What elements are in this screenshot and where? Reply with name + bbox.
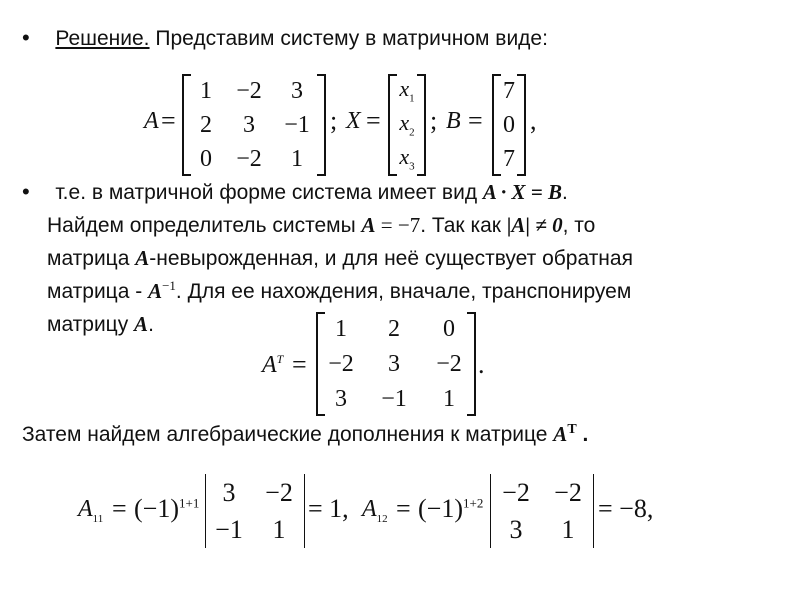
det-a12-cell: 1 [561, 514, 575, 544]
matrix-a-cell: 3 [291, 78, 303, 104]
det-a11-cell: 3 [222, 477, 236, 507]
text: Затем найдем алгебраические дополнения к матрице [22, 423, 554, 446]
matrix-a-cell: −1 [284, 112, 310, 138]
solution-line [22, 22, 548, 55]
paragraph-line-2 [22, 209, 633, 242]
inverse-symbol: A [148, 279, 163, 303]
cofactor-a12-exponent: 1+2 [462, 495, 484, 511]
transpose-superscript: T [276, 352, 284, 366]
matrix-a-cell: 2 [200, 112, 212, 138]
text: . [576, 423, 589, 446]
det-a11-cell: −1 [215, 514, 243, 544]
text: матрица [47, 247, 136, 270]
matrix-x-separator: ; [430, 106, 438, 135]
transpose-cell: −1 [381, 385, 407, 412]
text: . Для ее нахождения, вначале, транспонируем [175, 280, 632, 303]
matrix-equation: A · X = B [482, 180, 562, 204]
transpose-cell: 3 [388, 350, 400, 377]
bullet-2: • [22, 179, 30, 204]
matrix-x-cell: $x_2$ [399, 109, 415, 139]
transpose-ref-superscript: T [567, 422, 577, 437]
det-a12-right-bar [593, 474, 594, 548]
paragraph-line-3 [22, 242, 633, 275]
matrix-b-separator: , [530, 106, 537, 135]
text: . [148, 313, 154, 336]
text: , то [562, 214, 596, 237]
matrix-symbol: A [134, 312, 149, 336]
matrix-b-cell: 7 [503, 146, 515, 172]
cofactor-a11-equals: = [112, 494, 127, 523]
det-a12-cell: 3 [509, 514, 523, 544]
matrix-a-left-bracket [182, 74, 191, 176]
text: Найдем определитель системы [47, 214, 362, 237]
matrix-b [492, 74, 526, 176]
transpose-cell: −2 [328, 350, 354, 377]
matrix-a-label: A [144, 108, 159, 134]
matrix-x-label: X [346, 108, 361, 134]
bullet-1: • [22, 25, 30, 50]
cofactor-a12-determinant [490, 474, 594, 548]
matrix-b-label: B [446, 108, 461, 134]
transpose-cell: 3 [335, 385, 347, 412]
text: . Так как [420, 214, 507, 237]
det-a12-left-bar [490, 474, 491, 548]
matrix-a-cell: 3 [243, 112, 255, 138]
cofactor-a12-sign: $(-1)^{1+2}$ [418, 494, 484, 523]
transpose-cell: 2 [388, 316, 400, 343]
cofactor-a11-subscript: 11 [92, 512, 104, 525]
solution-heading: Решение. [55, 27, 150, 50]
cofactor-a12-result: = −8, [598, 494, 654, 523]
matrix-a-transpose [316, 312, 476, 416]
matrix-a [182, 74, 326, 176]
det-a12-cell: −2 [554, 477, 582, 507]
matrix-x-cell: $x_3$ [399, 143, 415, 173]
matrix-a-cell: 1 [200, 78, 212, 104]
matrix-b-left-bracket [492, 74, 501, 176]
det-a11-right-bar [304, 474, 305, 548]
transpose-left-bracket [316, 312, 325, 416]
matrix-a-right-bracket [317, 74, 326, 176]
cofactor-a11-exponent: 1+1 [178, 495, 200, 511]
transpose-right-bracket [467, 312, 476, 416]
det-a11-cell: −2 [265, 477, 293, 507]
matrix-a-cell: −2 [236, 146, 262, 172]
matrix-x-cell: $x_1$ [399, 75, 415, 105]
transpose-label: $A^T$ [262, 352, 284, 378]
transpose-end-period: . [478, 350, 485, 379]
det-condition: |A| ≠ 0 [506, 213, 563, 237]
matrix-x-right-bracket [417, 74, 426, 176]
det-a11-cell: 1 [272, 514, 286, 544]
matrix-a-separator: ; [330, 106, 338, 135]
cofactor-intro-line [22, 418, 588, 451]
matrix-b-right-bracket [517, 74, 526, 176]
matrix-x-left-bracket [388, 74, 397, 176]
cofactor-a12-equals: = [396, 494, 411, 523]
text: -невырожденная, и для неё существует обратная [149, 247, 633, 270]
text: матрицу [47, 313, 135, 336]
cofactor-a12-label: $A_{12}$ [362, 496, 388, 525]
solution-intro-text: Представим систему в матричном виде: [149, 27, 548, 50]
matrix-a-equals: = [161, 106, 176, 135]
matrix-b-cell: 7 [503, 78, 515, 104]
cofactor-a11-result: = 1, [308, 494, 349, 523]
det-a12-cell: −2 [502, 477, 530, 507]
inverse-exponent: −1 [162, 278, 176, 293]
text: т.е. в матричной форме система имеет вид [55, 181, 483, 204]
transpose-cell: 0 [443, 316, 455, 343]
transpose-ref: A [553, 422, 568, 446]
paragraph-line-1 [22, 176, 633, 209]
det-symbol: A [361, 213, 376, 237]
cofactor-a11-determinant [205, 474, 305, 548]
matrix-b-cell: 0 [503, 112, 515, 138]
paragraph-line-4 [22, 275, 633, 308]
cofactor-a11-label: $A_{11}$ [78, 496, 104, 525]
det-value: = −7 [375, 213, 421, 237]
matrix-b-equals: = [468, 106, 483, 135]
transpose-equals: = [292, 350, 307, 379]
matrix-a-cell: 1 [291, 146, 303, 172]
matrix-x-equals: = [366, 106, 381, 135]
text: . [562, 181, 568, 204]
transpose-cell: −2 [436, 350, 462, 377]
transpose-cell: 1 [443, 385, 455, 412]
cofactor-a12-subscript: 12 [376, 512, 388, 525]
transpose-cell: 1 [335, 316, 347, 343]
text: матрица - [47, 280, 149, 303]
matrix-symbol: A [135, 246, 150, 270]
det-a11-left-bar [205, 474, 206, 548]
matrix-a-cell: 0 [200, 146, 212, 172]
cofactor-a11-sign: $(-1)^{1+1}$ [134, 494, 200, 523]
matrix-x [388, 74, 426, 176]
matrix-a-cell: −2 [236, 78, 262, 104]
